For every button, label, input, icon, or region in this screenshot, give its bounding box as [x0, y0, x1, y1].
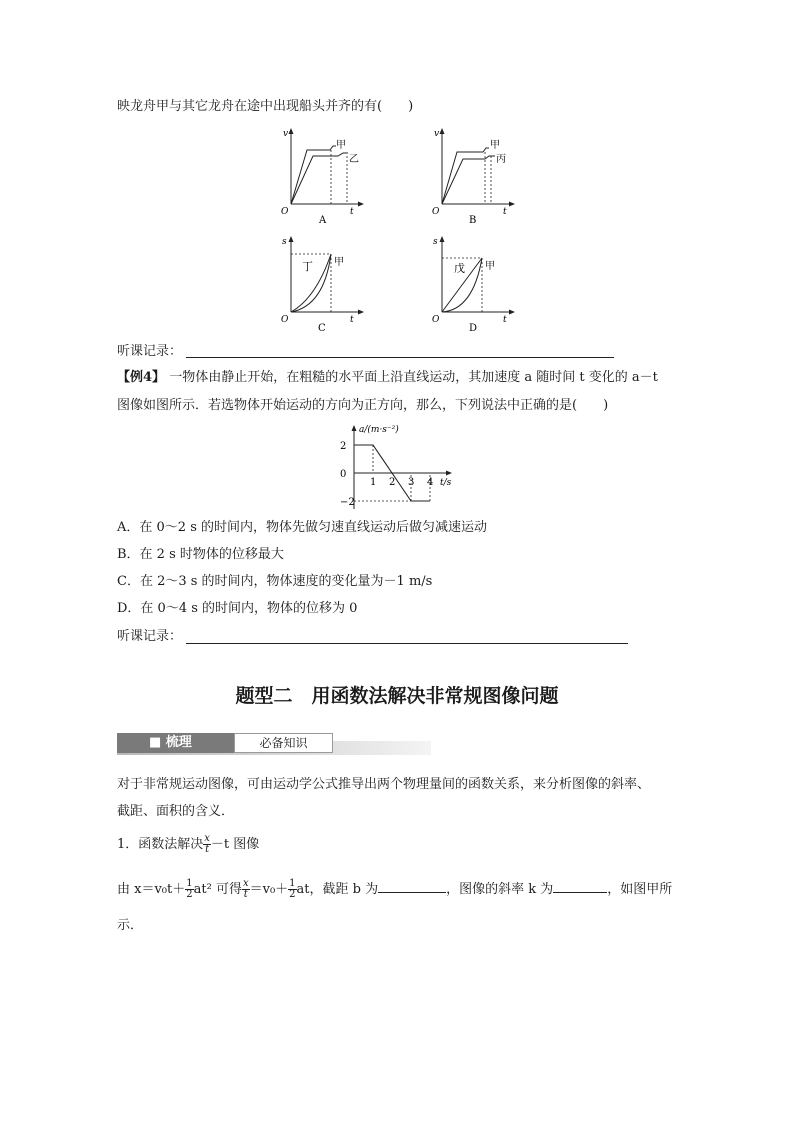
notes-line-2[interactable] — [186, 643, 628, 644]
blank-intercept[interactable] — [378, 880, 446, 893]
section-title: 题型二 用函数法解决非常规图像问题 — [235, 685, 559, 707]
item-1-frac-den: t — [205, 844, 210, 855]
formula-t-den: t — [243, 889, 248, 900]
question-intro: 映龙舟甲与其它龙舟在途中出现船头并齐的有( ) — [117, 99, 414, 114]
graph-c-yaxis-label: s — [282, 237, 287, 247]
graph-c — [276, 232, 376, 334]
at-chart — [330, 420, 460, 512]
formula-part-2: at² 可得 — [193, 882, 242, 897]
graph-d-yaxis-label: s — [433, 237, 438, 247]
option-d: D．在 0～4 s 的时间内，物体的位移为 0 — [117, 601, 358, 616]
x-axis-arrow — [446, 471, 452, 476]
item-1-prefix: 1．函数法解决 — [117, 837, 204, 852]
example-4-line-2: 图像如图所示．若选物体开始运动的方向为正方向，那么，下列说法中正确的是( ) — [117, 398, 609, 413]
notes-line-1[interactable] — [186, 357, 614, 358]
blank-slope[interactable] — [553, 880, 607, 893]
example-4-line-1 — [117, 369, 658, 387]
graph-d-xaxis-label: t — [503, 315, 507, 325]
intro-para-line-1: 对于非常规运动图像，可由运动学公式推导出两个物理量间的函数关系，来分析图像的斜率、 — [117, 777, 651, 792]
graph-d-label-1: 戊 — [454, 262, 465, 275]
graph-a-caption: A — [319, 215, 327, 226]
banner-label-right: 必备知识 — [234, 733, 333, 753]
graph-c-label-1: 丁 — [302, 260, 313, 273]
option-b: B．在 2 s 时物体的位移最大 — [117, 547, 284, 562]
graph-a — [276, 124, 376, 226]
formula-line — [117, 878, 672, 902]
formula-half-num-2: 1 — [289, 878, 296, 889]
graph-b-label-2: 丙 — [496, 154, 506, 165]
item-1-frac-num: x — [204, 833, 210, 844]
formula-line-end: 示． — [117, 918, 144, 933]
formula-part-6: ，如图甲所 — [607, 882, 673, 897]
graph-a-label-2: 乙 — [349, 154, 359, 165]
graph-b-xaxis-label: t — [503, 207, 507, 217]
graph-d-caption: D — [469, 323, 478, 334]
graph-b-origin: O — [432, 207, 440, 217]
intro-para-line-2: 截距、面积的含义． — [117, 804, 235, 819]
graph-d-origin: O — [432, 315, 440, 325]
graph-b-caption: B — [469, 215, 477, 226]
y-tick-label: 2 — [340, 441, 347, 452]
graph-a-yaxis-label: v — [283, 129, 289, 139]
y-axis-label: a/(m·s⁻²) — [359, 425, 399, 435]
x-tick-label: 1 — [370, 477, 377, 488]
notes-label-1: 听课记录： — [117, 344, 183, 359]
y-tick-label: 0 — [340, 469, 347, 480]
x-tick-label: 4 — [427, 477, 434, 488]
x-tick-label: 3 — [408, 477, 415, 488]
formula-part-1: 由 x＝v₀t＋ — [117, 882, 186, 897]
formula-x-num: x — [242, 878, 249, 889]
example-4-text-1: 一物体由静止开始，在粗糙的水平面上沿直线运动，其加速度 a 随时间 t 变化的 a－t — [169, 370, 658, 385]
option-a: A．在 0～2 s 的时间内，物体先做匀速直线运动后做匀减速运动 — [117, 520, 487, 535]
formula-half-den-2: 2 — [289, 889, 296, 900]
item-1-suffix: －t 图像 — [210, 837, 260, 852]
graph-a-origin: O — [281, 207, 289, 217]
y-tick-label: −2 — [340, 497, 355, 508]
graph-a-label-1: 甲 — [336, 140, 346, 151]
formula-part-4: at，截距 b 为 — [296, 882, 379, 897]
formula-half-den: 2 — [186, 889, 193, 900]
graph-c-caption: C — [318, 323, 326, 334]
option-c: C．在 2～3 s 的时间内，物体速度的变化量为－1 m/s — [117, 574, 433, 589]
x-tick-label: 2 — [389, 477, 396, 488]
graph-b-yaxis-label: v — [434, 129, 440, 139]
y-axis-arrow — [352, 425, 357, 431]
graph-c-origin: O — [281, 315, 289, 325]
graph-a-xaxis-label: t — [350, 207, 354, 217]
formula-part-5: ，图像的斜率 k 为 — [446, 882, 554, 897]
graph-d — [427, 232, 527, 334]
item-1 — [117, 834, 259, 856]
graph-d-label-2: 甲 — [485, 261, 495, 272]
graph-b — [427, 124, 527, 226]
graph-b-label-1: 甲 — [490, 140, 500, 151]
formula-half-num: 1 — [186, 878, 193, 889]
graph-c-xaxis-label: t — [350, 315, 354, 325]
example-4-tag: 【例4】 — [117, 370, 166, 385]
x-axis-label: t/s — [440, 478, 452, 488]
graph-c-label-2: 甲 — [334, 257, 344, 268]
notes-label-2: 听课记录： — [117, 629, 183, 644]
formula-part-3: ＝v₀＋ — [249, 882, 289, 897]
banner-label-left: ■ 梳理 — [117, 733, 234, 753]
